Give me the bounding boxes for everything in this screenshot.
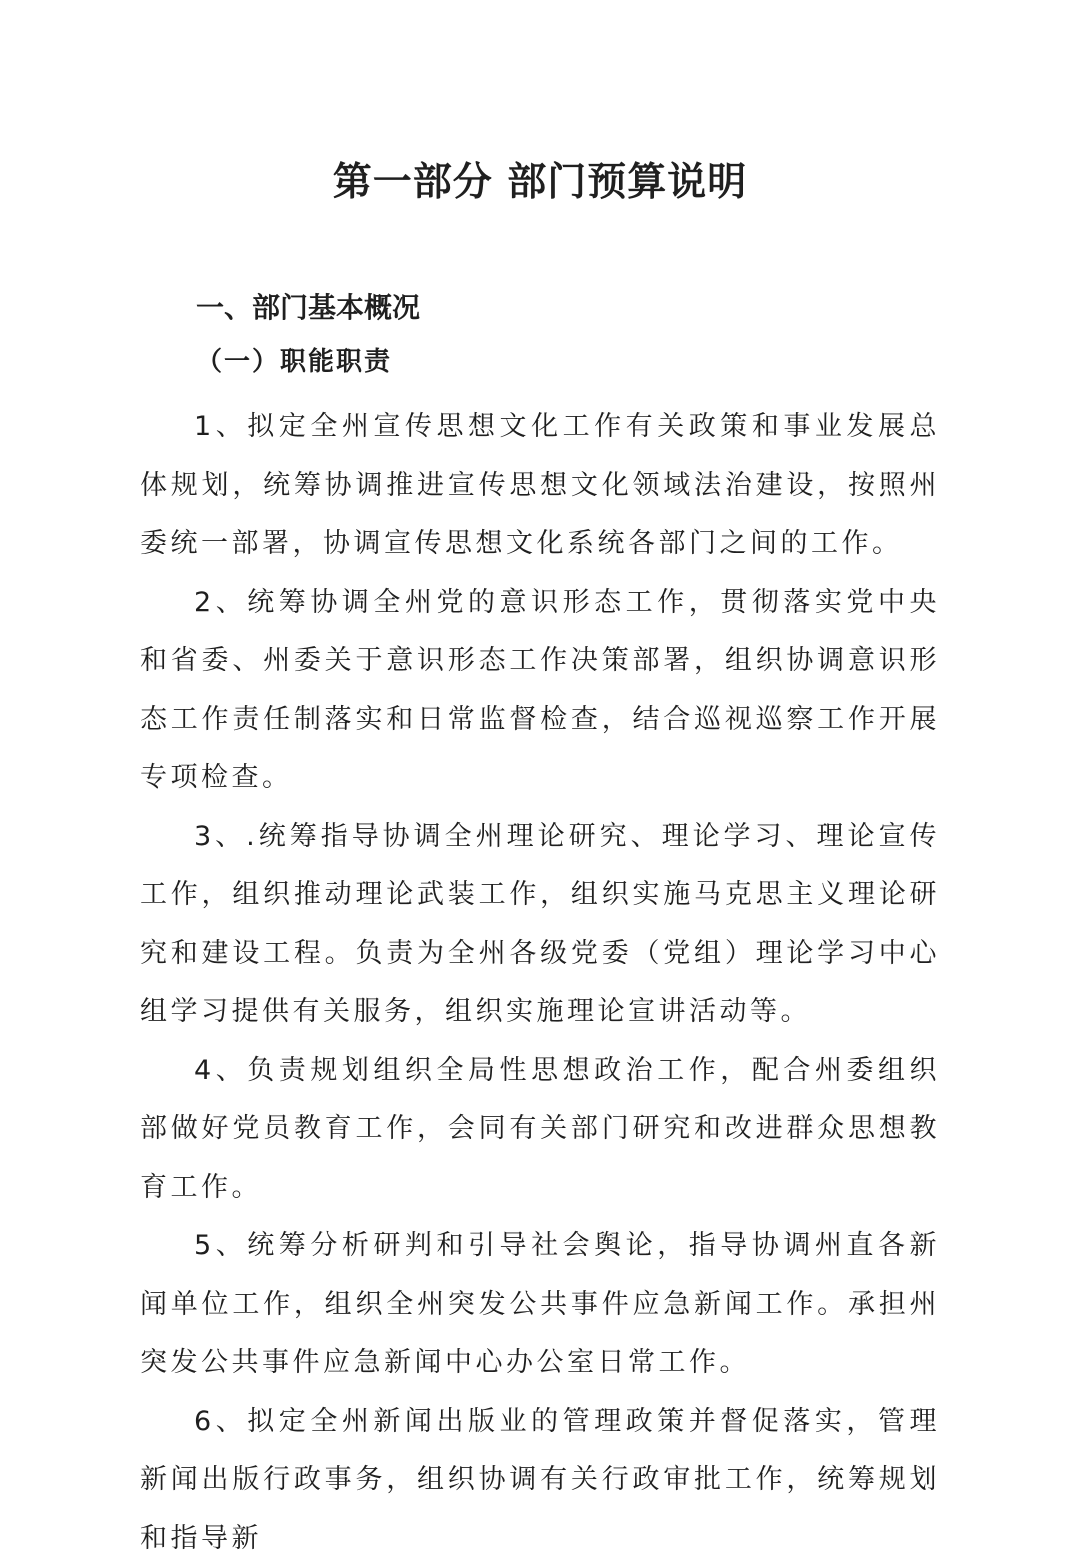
paragraph-3: 3、.统筹指导协调全州理论研究、理论学习、理论宣传工作，组织推动理论武装工作，组织实施马克思主义理论研究和建设工程。负责为全州各级党委（党组）理论学习中心组学习提供有关服务，组织实施理论宣讲活动等。 — [140, 808, 940, 1042]
paragraph-6: 6、拟定全州新闻出版业的管理政策并督促落实，管理新闻出版行政事务，组织协调有关行政审批工作，统筹规划和指导新 — [140, 1393, 940, 1568]
section-heading: 一、部门基本概况 — [196, 286, 420, 330]
paragraph-1: 1、拟定全州宣传思想文化工作有关政策和事业发展总体规划，统筹协调推进宣传思想文化领域法治建设，按照州委统一部署，协调宣传思想文化系统各部门之间的工作。 — [140, 398, 940, 574]
subsection-heading: （一）职能职责 — [196, 340, 392, 384]
paragraph-4: 4、负责规划组织全局性思想政治工作，配合州委组织部做好党员教育工作，会同有关部门研究和改进群众思想教育工作。 — [140, 1042, 940, 1218]
paragraph-2: 2、统筹协调全州党的意识形态工作，贯彻落实党中央和省委、州委关于意识形态工作决策部署，组织协调意识形态工作责任制落实和日常监督检查，结合巡视巡察工作开展专项检查。 — [140, 574, 940, 808]
page-title: 第一部分 部门预算说明 — [0, 152, 1080, 212]
paragraph-5: 5、统筹分析研判和引导社会舆论，指导协调州直各新闻单位工作，组织全州突发公共事件应急新闻工作。承担州突发公共事件应急新闻中心办公室日常工作。 — [140, 1217, 940, 1393]
body-text — [140, 398, 940, 1568]
